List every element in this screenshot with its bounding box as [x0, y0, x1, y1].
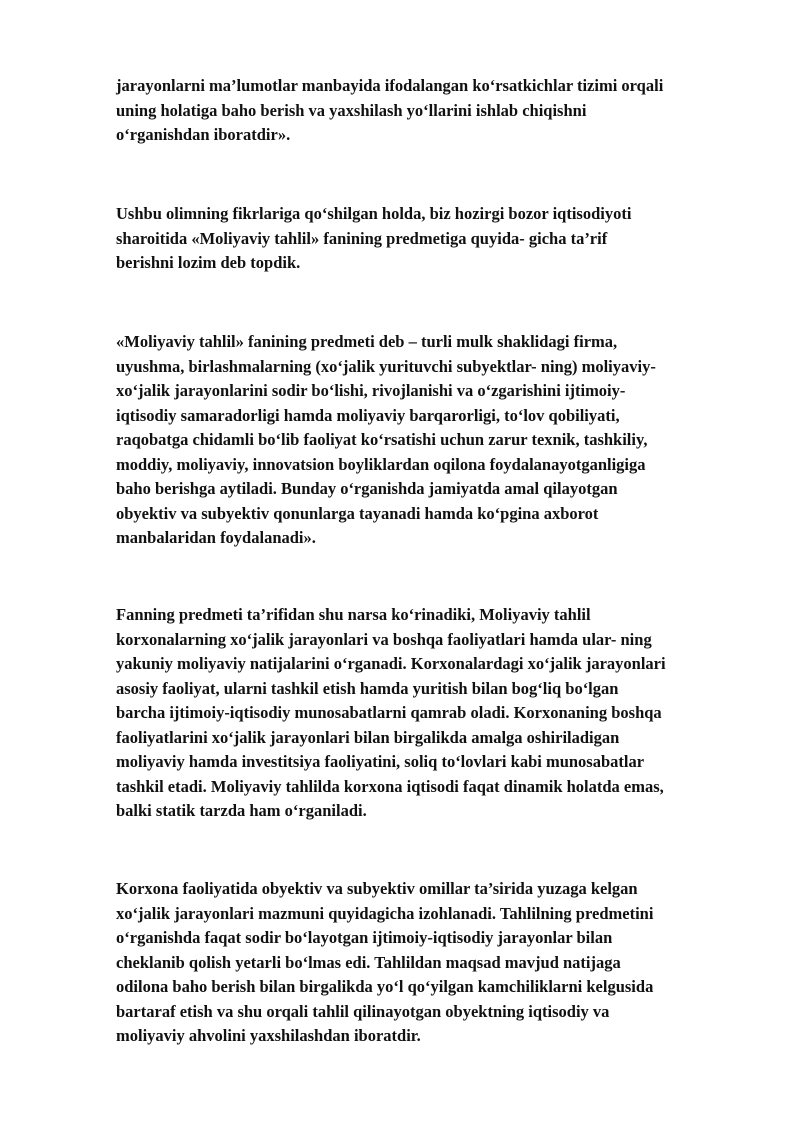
paragraph-line: Ushbu olimning fikrlariga qo‘shilgan holda, biz hozirgi bozor iqtisodiyoti: [116, 204, 632, 223]
paragraph-line: baho berishga aytiladi. Bunday o‘rganishda jamiyatda amal qilayotgan: [116, 479, 618, 498]
paragraph-line: bartaraf etish va shu orqali tahlil qilinayotgan obyektning iqtisodiy va: [116, 1001, 610, 1021]
paragraph-line: o‘rganishda faqat sodir bo‘layotgan ijtimoiy-iqtisodiy jarayonlar bilan: [116, 928, 613, 947]
paragraph-line: moliyaviy hamda investitsiya faoliyatini, soliq to‘lovlari kabi munosabatlar: [116, 752, 645, 771]
paragraph-5: [116, 877, 746, 1049]
paragraph-line: asosiy faoliyat, ularni tashkil etish hamda yuritish bilan bog‘liq bo‘lgan: [116, 678, 619, 698]
paragraph-line: uning holatiga baho berish va yaxshilash yo‘llarini ishlab chiqishni: [116, 100, 587, 120]
paragraph-line: faoliyatlarini xo‘jalik jarayonlari bilan birgalikda amalga oshiriladigan: [116, 727, 620, 747]
paragraph-line: manbalaridan foydalanadi».: [116, 528, 316, 547]
paragraph-line: moliyaviy ahvolini yaxshilashdan iboratdir.: [116, 1026, 421, 1045]
paragraph-line: yakuniy moliyaviy natijalarini o‘rganadi. Korxonalardagi xo‘jalik jarayonlari: [116, 654, 666, 673]
paragraph-line: obyektiv va subyektiv qonunlarga tayanadi hamda ko‘pgina axborot: [116, 503, 599, 523]
paragraph-line: tashkil etadi. Moliyaviy tahlilda korxona iqtisodi faqat dinamik holatda emas,: [116, 776, 664, 796]
paragraph-line: barcha ijtimoiy-iqtisodiy munosabatlarni qamrab oladi. Korxonaning boshqa: [116, 703, 662, 722]
paragraph-line: balki statik tarzda ham o‘rganiladi.: [116, 801, 367, 820]
paragraph-line: uyushma, birlashmalarning (xo‘jalik yurituvchi subyektlar- ning) moliyaviy-: [116, 356, 656, 376]
paragraph-line: iqtisodiy samaradorligi hamda moliyaviy barqarorligi, to‘lov qobiliyati,: [116, 405, 620, 425]
paragraph-line: Fanning predmeti ta’rifidan shu narsa ko‘rinadiki, Moliyaviy tahlil: [116, 605, 591, 624]
paragraph-line: xo‘jalik jarayonlari mazmuni quyidagicha izohlanadi. Tahlilning predmetini: [116, 903, 654, 923]
paragraph-1: [116, 74, 746, 148]
paragraph-line: o‘rganishdan iboratdir».: [116, 125, 291, 144]
paragraph-line: moddiy, moliyaviy, innovatsion boyliklardan oqilona foydalanayotganligiga: [116, 454, 646, 474]
paragraph-line: berishni lozim deb topdik.: [116, 253, 301, 272]
paragraph-line: Korxona faoliyatida obyektiv va subyektiv omillar ta’sirida yuzaga kelgan: [116, 879, 638, 898]
paragraph-4: [116, 603, 746, 824]
paragraph-line: cheklanib qolish yetarli bo‘lmas edi. Tahlildan maqsad mavjud natijaga: [116, 952, 621, 972]
paragraph-line: xo‘jalik jarayonlarini sodir bo‘lishi, rivojlanishi va o‘zgarishini ijtimoiy-: [116, 381, 626, 400]
paragraph-line: «Moliyaviy tahlil» fanining predmeti deb – turli mulk shaklidagi firma,: [116, 332, 618, 351]
paragraph-line: korxonalarning xo‘jalik jarayonlari va boshqa faoliyatlari hamda ular- ning: [116, 629, 652, 649]
paragraph-3: [116, 330, 746, 551]
paragraph-line: raqobatga chidamli bo‘lib faoliyat ko‘rsatishi uchun zarur texnik, tashkiliy,: [116, 430, 648, 449]
paragraph-2: [116, 202, 746, 276]
paragraph-line: odilona baho berish bilan birgalikda yo‘l qo‘yilgan kamchiliklarni kelgusida: [116, 977, 654, 996]
paragraph-line: jarayonlarni ma’lumotlar manbayida ifodalangan ko‘rsatkichlar tizimi orqali: [116, 76, 664, 95]
paragraph-line: sharoitida «Moliyaviy tahlil» fanining predmetiga quyida- gicha ta’rif: [116, 228, 608, 248]
